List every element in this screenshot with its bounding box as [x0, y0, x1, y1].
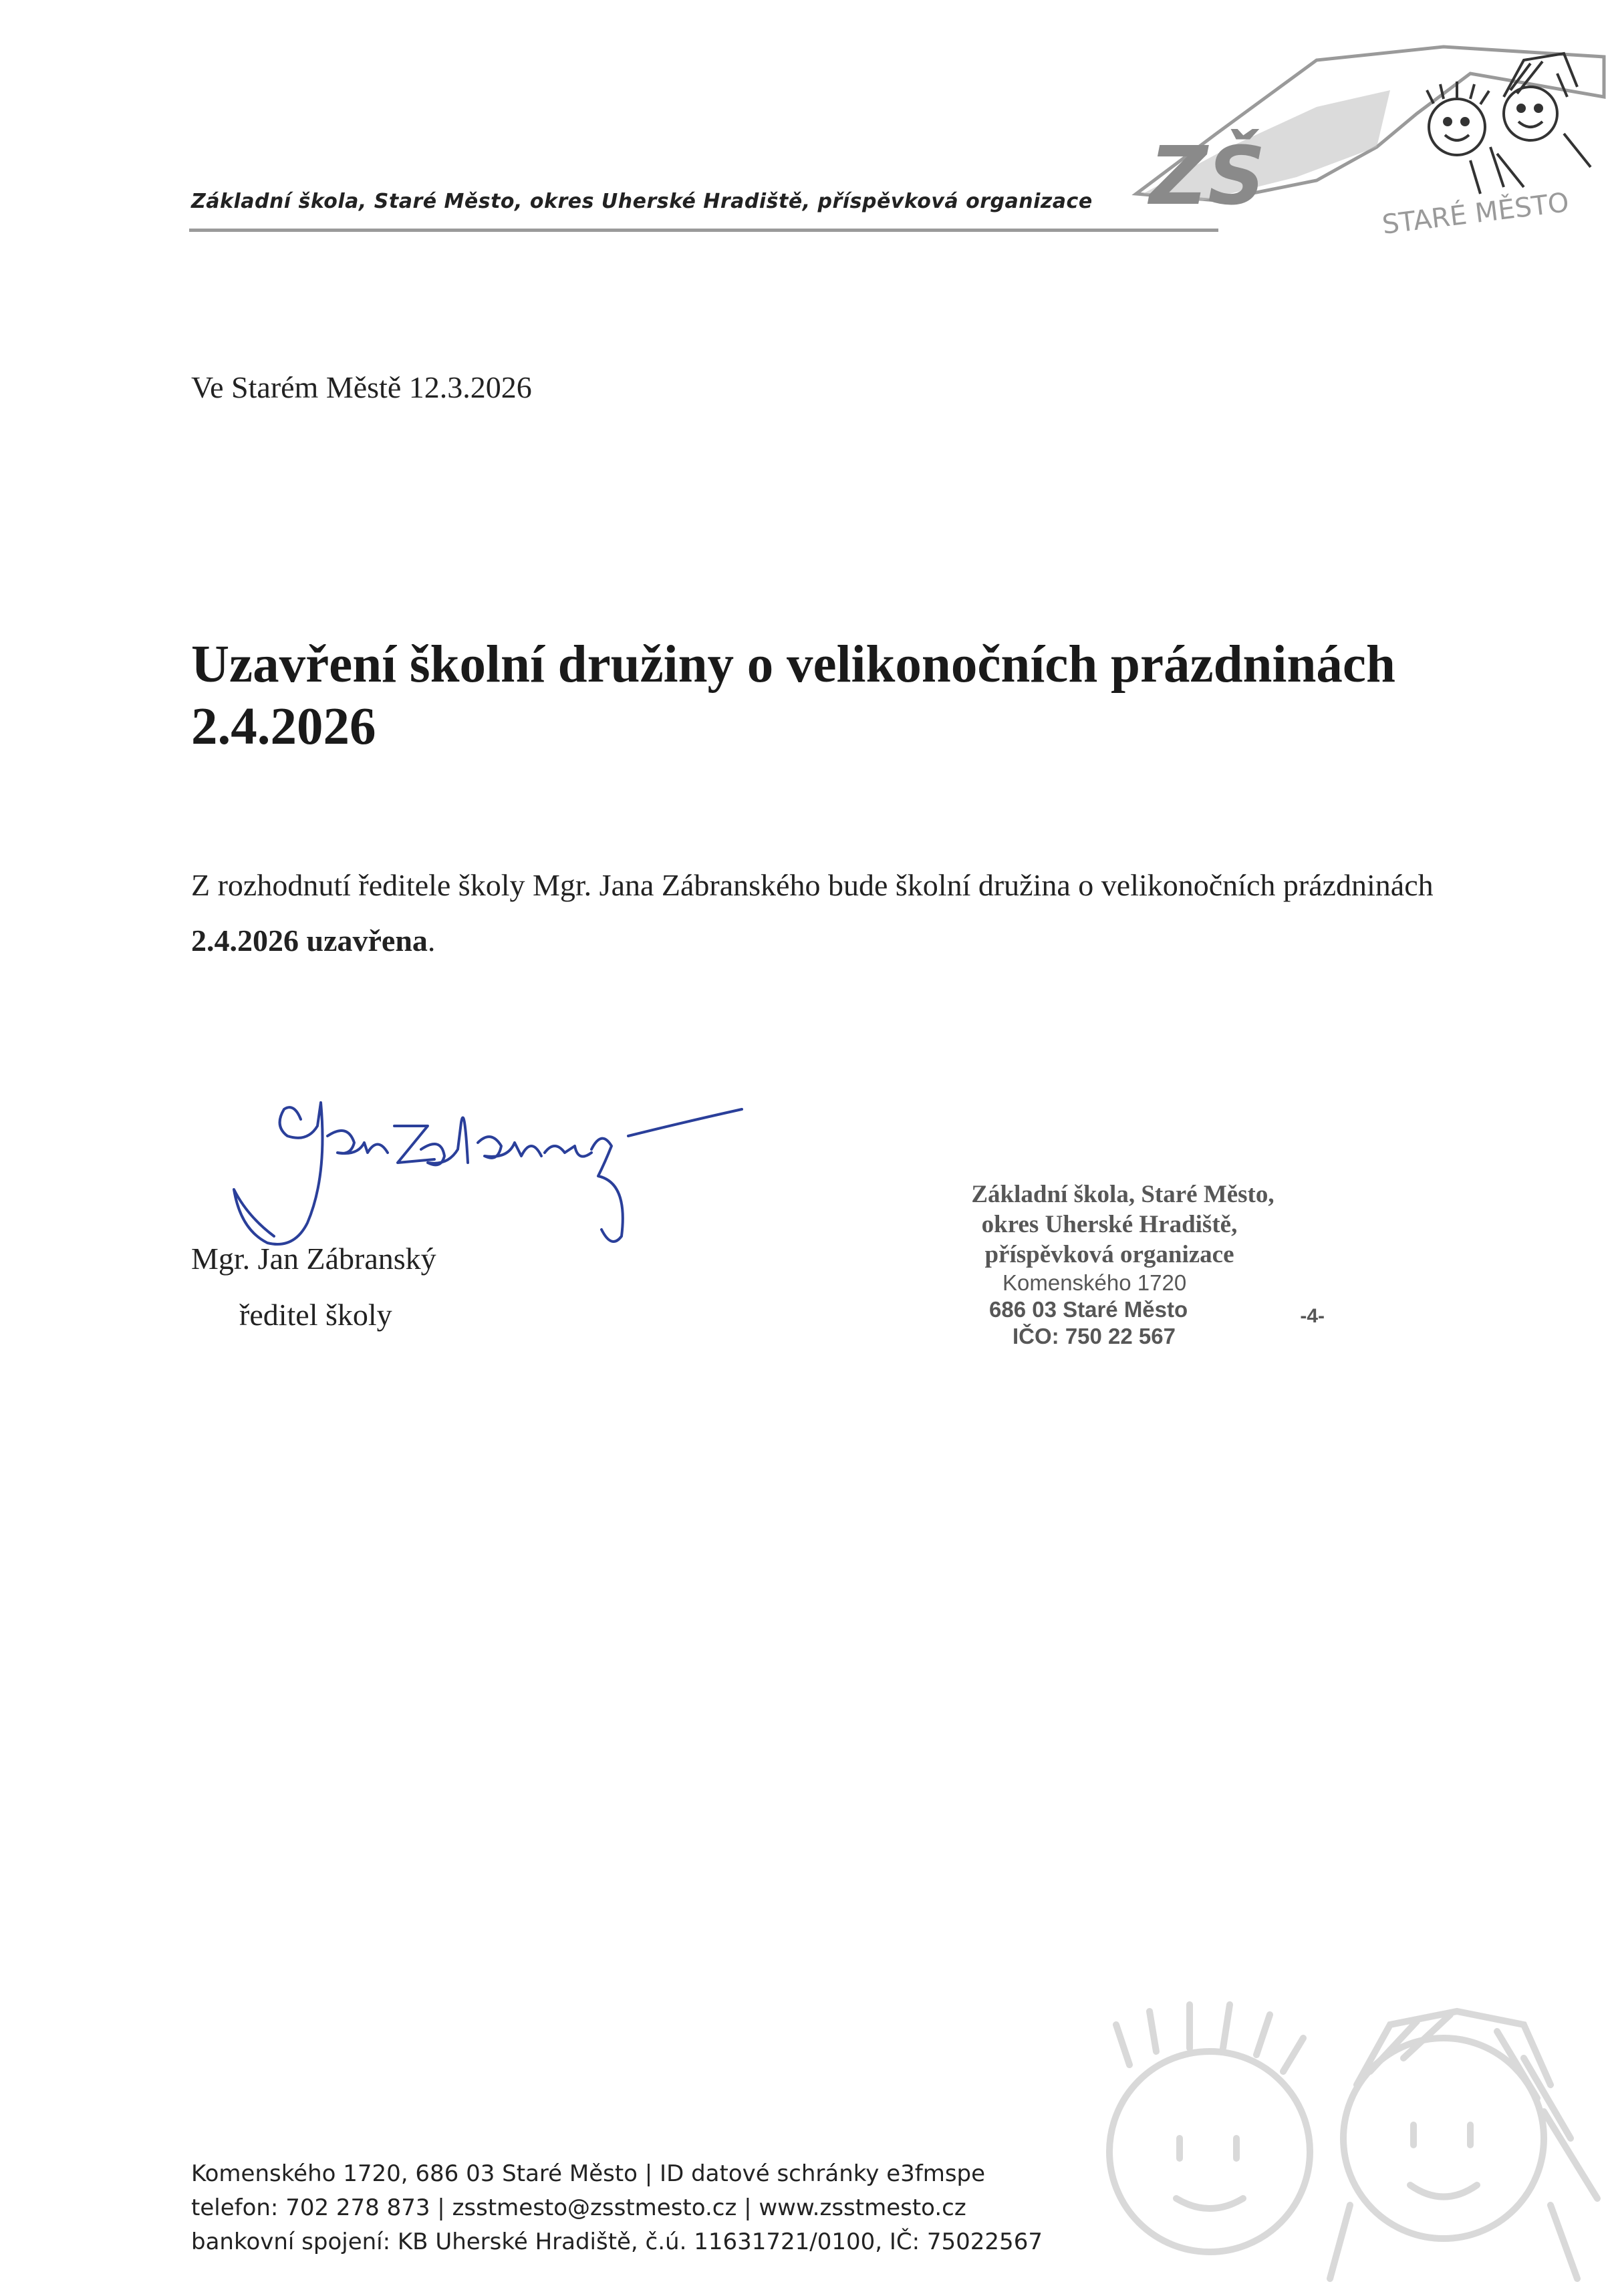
kids-watermark-icon — [1043, 1985, 1610, 2292]
body-bold-text: 2.4.2026 uzavřena — [191, 923, 428, 958]
body-paragraph — [191, 857, 1494, 968]
footer-bank: bankovní spojení: KB Uherské Hradiště, č.ú. 11631721/0100, IČ: 75022567 — [191, 2229, 1043, 2255]
official-stamp — [889, 1179, 1330, 1350]
stamp-line-3: příspěvková organizace — [984, 1241, 1234, 1268]
logo-kids-icon — [1427, 53, 1591, 194]
footer-address: Komenského 1720, 686 03 Staré Město | ID datové schránky e3fmspe — [191, 2160, 986, 2187]
stamp-number: -4- — [1300, 1305, 1325, 1327]
signer-name: Mgr. Jan Zábranský — [191, 1242, 436, 1276]
signer-role: ředitel školy — [239, 1298, 392, 1332]
stamp-line-1: Základní škola, Staré Město, — [971, 1181, 1274, 1208]
stamp-line-2: okres Uherské Hradiště, — [981, 1211, 1238, 1238]
stamp-line-6: IČO: 750 22 567 — [1013, 1324, 1176, 1348]
logo-text: STARÉ MĚSTO — [1380, 187, 1571, 241]
logo-monogram: ZŠ — [1150, 130, 1266, 223]
header-divider — [189, 229, 1218, 232]
footer-contact — [191, 2157, 1043, 2259]
document-title: Uzavření školní družiny o velikonočních prázdninách 2.4.2026 — [191, 635, 1395, 756]
stamp-line-4: Komenského 1720 — [1002, 1270, 1187, 1295]
body-text: Z rozhodnutí ředitele školy Mgr. Jana Zábranského bude školní družina o velikonočních prázdninách — [191, 868, 1434, 902]
school-name-header: Základní škola, Staré Město, okres Uherské Hradiště, příspěvková organizace — [191, 190, 1093, 213]
date-line: Ve Starém Městě 12.3.2026 — [191, 370, 532, 404]
school-logo — [1096, 33, 1610, 254]
footer-phone-email-web: telefon: 702 278 873 | zsstmesto@zsstmesto.cz | www.zsstmesto.cz — [191, 2194, 966, 2221]
body-text-end: . — [427, 923, 436, 958]
stamp-line-5: 686 03 Staré Město — [989, 1297, 1188, 1322]
